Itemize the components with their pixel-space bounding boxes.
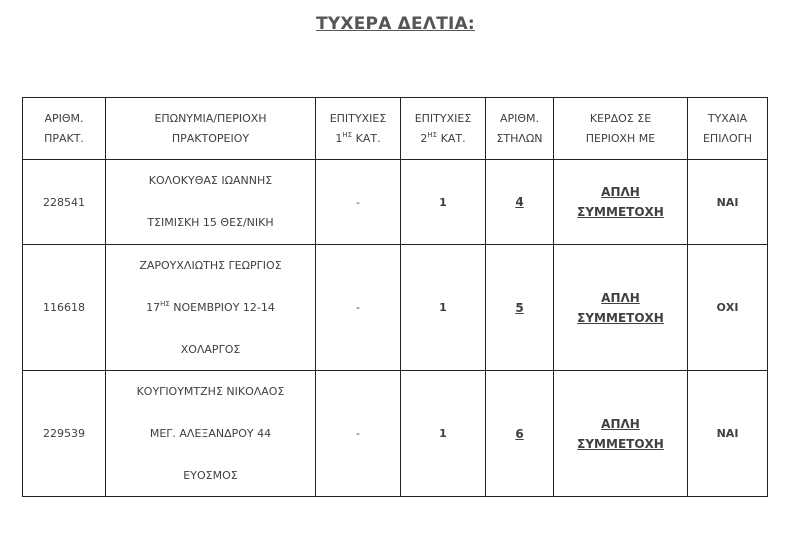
random-cell: ΟΧΙ: [688, 245, 768, 371]
header-cat1-suffix: ΚΑΤ.: [355, 131, 381, 145]
random-cell: ΝΑΙ: [688, 160, 768, 245]
cat1-cell: -: [316, 160, 401, 245]
cat2-cell: 1: [401, 245, 486, 371]
table-row: [23, 160, 768, 245]
columns-link[interactable]: 5: [515, 300, 524, 315]
cat1-cell: -: [316, 245, 401, 371]
header-cat2-sup: ΗΣ: [427, 130, 438, 139]
header-cat1-num: 1: [335, 131, 343, 145]
header-cat2-line1: ΕΠΙΤΥΧΙΕΣ: [414, 111, 472, 125]
gain-cell: [554, 245, 688, 371]
header-cat1-line1: ΕΠΙΤΥΧΙΕΣ: [329, 111, 387, 125]
header-agency-no: [23, 98, 106, 160]
gain-link-line2[interactable]: ΣΥΜΜΕΤΟΧΗ: [577, 310, 664, 325]
header-gain: [554, 98, 688, 160]
gain-link-line1[interactable]: ΑΠΛΗ: [601, 290, 640, 305]
gain-link-line1[interactable]: ΑΠΛΗ: [601, 416, 640, 431]
columns-cell: [486, 245, 554, 371]
columns-cell: [486, 371, 554, 497]
agency-address: ΤΣΙΜΙΣΚΗ 15 ΘΕΣ/ΝΙΚΗ: [147, 216, 274, 229]
header-random-line2: ΕΠΙΛΟΓΗ: [702, 131, 753, 145]
agency-address: ΜΕΓ. ΑΛΕΞΑΝΔΡΟΥ 44: [149, 426, 272, 440]
random-cell: ΝΑΙ: [688, 371, 768, 497]
gain-link-line2[interactable]: ΣΥΜΜΕΤΟΧΗ: [577, 205, 664, 219]
gain-link-line2[interactable]: ΣΥΜΜΕΤΟΧΗ: [577, 436, 664, 451]
header-random-line1: ΤΥΧΑΙΑ: [707, 111, 748, 125]
agency-name-cell: [106, 371, 316, 497]
winning-tickets-table: [22, 97, 768, 497]
table-row: [23, 245, 768, 371]
cat2-cell: 1: [401, 371, 486, 497]
gain-cell: [554, 160, 688, 245]
columns-link[interactable]: 6: [515, 426, 524, 441]
header-agency-name-line2: ΠΡΑΚΤΟΡΕΙΟΥ: [171, 131, 250, 145]
gain-link-line1[interactable]: ΑΠΛΗ: [601, 185, 640, 199]
agency-name: ΚΟΛΟΚΥΘΑΣ ΙΩΑΝΝΗΣ: [148, 174, 273, 187]
header-cat2-num: 2: [420, 131, 428, 145]
header-cat1-sup: ΗΣ: [342, 130, 353, 139]
table-header-row: [23, 98, 768, 160]
columns-cell: [486, 160, 554, 245]
agency-address-rest: ΝΟΕΜΒΡΙΟΥ 12-14: [173, 300, 275, 314]
agency-address-sup: ΗΣ: [160, 299, 170, 308]
columns-link[interactable]: 4: [515, 195, 524, 209]
header-random: [688, 98, 768, 160]
agency-name-cell: [106, 160, 316, 245]
header-cat1: [316, 98, 401, 160]
header-columns-line1: ΑΡΙΘΜ.: [499, 111, 540, 125]
header-columns-line2: ΣΤΗΛΩΝ: [496, 131, 543, 145]
agency-name-cell: [106, 245, 316, 371]
header-gain-line2: ΠΕΡΙΟΧΗ ΜΕ: [585, 131, 656, 145]
agency-address: [108, 301, 313, 315]
header-gain-line1: ΚΕΡΔΟΣ ΣΕ: [589, 111, 652, 125]
header-cat2-suffix: ΚΑΤ.: [440, 131, 466, 145]
agency-area: ΕΥΟΣΜΟΣ: [183, 468, 238, 482]
agency-no-cell: 228541: [23, 160, 106, 245]
header-agency-no-line1: ΑΡΙΘΜ.: [44, 111, 84, 125]
agency-area: ΧΟΛΑΡΓΟΣ: [180, 342, 241, 356]
header-agency-name: [106, 98, 316, 160]
agency-no-cell: 116618: [23, 245, 106, 371]
agency-no-cell: 229539: [23, 371, 106, 497]
table-row: [23, 371, 768, 497]
gain-cell: [554, 371, 688, 497]
header-columns: [486, 98, 554, 160]
agency-address-num: 17: [146, 300, 161, 314]
cat2-cell: 1: [401, 160, 486, 245]
agency-name: ΖΑΡΟΥΧΛΙΩΤΗΣ ΓΕΩΡΓΙΟΣ: [139, 258, 282, 272]
header-cat2: [401, 98, 486, 160]
header-agency-name-line1: ΕΠΩΝΥΜΙΑ/ΠΕΡΙΟΧΗ: [154, 111, 267, 125]
agency-name: ΚΟΥΓΙΟΥΜΤΖΗΣ ΝΙΚΟΛΑΟΣ: [136, 384, 285, 398]
page-title: ΤΥΧΕΡΑ ΔΕΛΤΙΑ:: [316, 14, 475, 34]
header-agency-no-line2: ΠΡΑΚΤ.: [44, 131, 84, 145]
cat1-cell: -: [316, 371, 401, 497]
